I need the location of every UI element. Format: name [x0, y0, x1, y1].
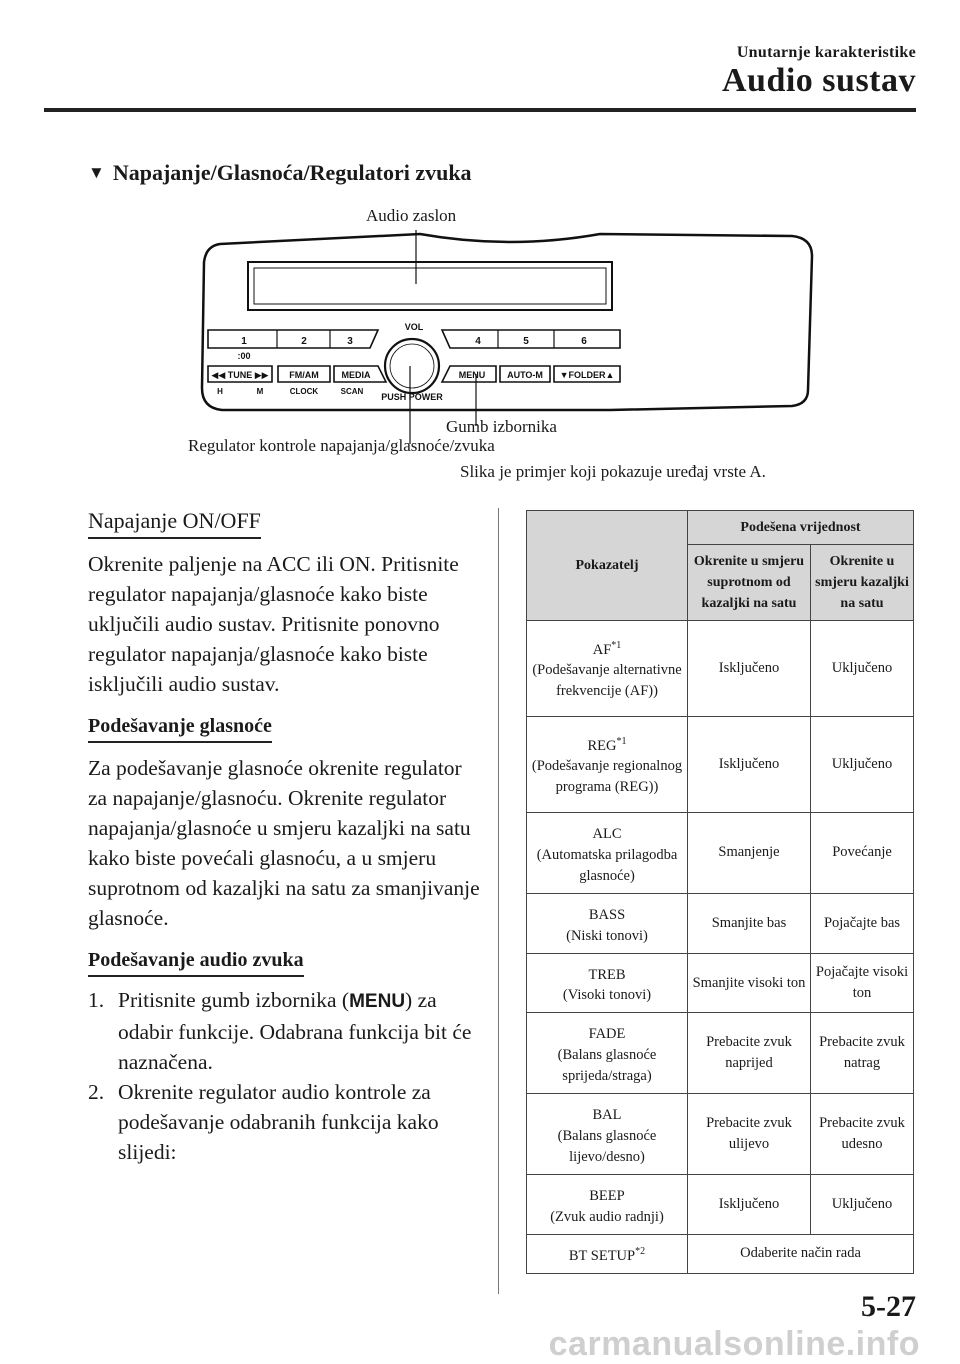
- ccw-header: Okrenite u smjeru suprotnom od kazaljki na satu: [688, 545, 811, 621]
- preset-3: 3: [347, 336, 353, 347]
- indicator-name: BT SETUP: [568, 1247, 636, 1264]
- indicator-name: REG: [587, 737, 617, 754]
- push-power-label: PUSH POWER: [381, 392, 443, 402]
- cw-value: Povećanje: [811, 813, 914, 894]
- ccw-value: Isključeno: [688, 1175, 811, 1235]
- setting-header: Podešena vrijednost: [688, 511, 914, 545]
- cw-value: Uključeno: [811, 1175, 914, 1235]
- footer-watermark: carmanualsonline.info: [548, 1325, 920, 1363]
- preset-5: 5: [523, 336, 529, 347]
- indicator-desc: (Podešavanje regionalnog programa (REG)): [531, 758, 683, 796]
- indicator-desc: (Automatska prilagodba glasnoće): [536, 846, 678, 884]
- table-row: [527, 1094, 914, 1175]
- step1-text-b: ) za odabir funkcije. Odabrana funkcija bit će naznačena.: [118, 988, 472, 1074]
- step2-text: Okrenite regulator audio kontrole za podešavanje odabranih funkcija kako slijedi:: [118, 1080, 439, 1164]
- indicator-desc: (Zvuk audio radnji): [550, 1208, 664, 1225]
- power-heading: Napajanje ON/OFF: [88, 508, 261, 539]
- section-title: [88, 160, 472, 186]
- indicator-name: BAL: [592, 1107, 622, 1124]
- menu-button-callout: Gumb izbornika: [446, 417, 557, 436]
- m-label: M: [256, 387, 264, 396]
- table-row: [527, 1234, 914, 1273]
- table-row: [527, 717, 914, 813]
- indicator-cell: [527, 1013, 688, 1094]
- sound-steps: [88, 985, 480, 1167]
- table-row: [527, 1013, 914, 1094]
- column-divider: [498, 508, 499, 1294]
- step-number: 1.: [88, 988, 105, 1012]
- ccw-value: Smanjite bas: [688, 893, 811, 953]
- indicator-desc: (Niski tonovi): [566, 927, 648, 944]
- indicator-cell: [527, 813, 688, 894]
- indicator-cell: [527, 717, 688, 813]
- indicator-cell: [527, 1234, 688, 1273]
- scan-label: SCAN: [340, 387, 364, 396]
- indicator-name: ALC: [592, 825, 622, 842]
- cw-value: Pojačajte bas: [811, 893, 914, 953]
- volume-paragraph: Za podešavanje glasnoće okrenite regulator za napajanje/glasnoću. Okrenite regulator napajanja/glasnoće u smjeru kazaljki na satu kako biste povećali glasnoću, a u smjeru suprotnom od kazaljki na satu za smanjivanje glasnoće.: [88, 756, 480, 930]
- media-button-label: MEDIA: [341, 370, 371, 380]
- indicator-name: AF: [592, 641, 612, 658]
- indicator-name: BASS: [588, 906, 626, 923]
- cw-value: Prebacite zvuk natrag: [811, 1013, 914, 1094]
- indicator-cell: [527, 621, 688, 717]
- audio-settings-table: [526, 510, 914, 1274]
- cw-header: Okrenite u smjeru kazaljki na satu: [811, 545, 914, 621]
- indicator-name: BEEP: [589, 1187, 625, 1204]
- power-paragraph: Okrenite paljenje na ACC ili ON. Pritisnite regulator napajanja/glasnoće kako biste uključili audio sustav. Pritisnite ponovno regulator napajanja/glasnoće kako biste isključili audio sustav.: [88, 552, 459, 696]
- folder-button-label: ▼FOLDER▲: [559, 370, 615, 380]
- vol-label: VOL: [404, 322, 424, 332]
- footnote-mark: *1: [616, 735, 627, 747]
- list-item: [88, 1077, 480, 1167]
- volume-heading: Podešavanje glasnoće: [88, 715, 272, 743]
- preset-4: 4: [475, 336, 481, 347]
- step1-text-a: Pritisnite gumb izbornika (: [118, 988, 350, 1012]
- unit-body: [202, 234, 812, 410]
- indicator-desc: (Balans glasnoće sprijeda/straga): [557, 1047, 657, 1085]
- power-knob-callout: Regulator kontrole napajanja/glasnoće/zvuka: [188, 436, 495, 455]
- tune-button-label: ◀◀ TUNE ▶▶: [211, 370, 269, 380]
- table-row: [527, 1175, 914, 1235]
- indicator-name: TREB: [588, 966, 626, 983]
- indicator-cell: [527, 1175, 688, 1235]
- h-label: H: [217, 387, 223, 396]
- list-item: [88, 985, 480, 1077]
- ccw-value: Prebacite zvuk naprijed: [688, 1013, 811, 1094]
- menu-button-tag: MENU: [349, 991, 406, 1012]
- cw-value: Pojačajte visoki ton: [811, 953, 914, 1013]
- table-row: [527, 621, 914, 717]
- power-volume-knob: [385, 339, 439, 393]
- clock-label: CLOCK: [289, 387, 319, 396]
- cw-value: Prebacite zvuk udesno: [811, 1094, 914, 1175]
- step-number: 2.: [88, 1080, 105, 1104]
- chapter-subtitle: Unutarnje karakteristike: [736, 44, 916, 61]
- page-number: 5-27: [861, 1290, 916, 1323]
- table-row: [527, 893, 914, 953]
- ccw-value: Prebacite zvuk ulijevo: [688, 1094, 811, 1175]
- indicator-header: Pokazatelj: [527, 511, 688, 621]
- menu-button-label: MENU: [458, 370, 486, 380]
- ccw-value: Isključeno: [688, 717, 811, 813]
- cw-value: Uključeno: [811, 621, 914, 717]
- ccw-value: Smanjite visoki ton: [688, 953, 811, 1013]
- time-label: :00: [237, 351, 251, 361]
- bt-setup-value: Odaberite način rada: [688, 1234, 914, 1273]
- section-title-text: Napajanje/Glasnoća/Regulatori zvuka: [112, 160, 472, 185]
- indicator-cell: [527, 953, 688, 1013]
- indicator-cell: [527, 1094, 688, 1175]
- header-rule: [44, 108, 916, 112]
- ccw-value: Smanjenje: [688, 813, 811, 894]
- indicator-desc: (Visoki tonovi): [562, 987, 652, 1004]
- audio-display: [248, 262, 612, 310]
- footnote-mark: *1: [611, 639, 622, 651]
- sound-heading: Podešavanje audio zvuka: [88, 949, 304, 977]
- triangle-bullet-icon: ▼: [88, 163, 105, 182]
- preset-2: 2: [301, 336, 307, 347]
- indicator-cell: [527, 893, 688, 953]
- auto-m-button-label: AUTO-M: [507, 370, 543, 380]
- fm-am-button-label: FM/AM: [289, 370, 319, 380]
- indicator-desc: (Balans glasnoće lijevo/desno): [557, 1128, 657, 1166]
- chapter-title: Audio sustav: [721, 62, 916, 99]
- audio-display-label: Audio zaslon: [366, 206, 457, 225]
- preset-1: 1: [241, 336, 247, 347]
- left-column: [88, 508, 480, 1167]
- indicator-desc: (Podešavanje alternativne frekvencije (AF)): [532, 662, 682, 700]
- footnote-mark: *2: [635, 1245, 646, 1257]
- ccw-value: Isključeno: [688, 621, 811, 717]
- diagram-caption: Slika je primjer koji pokazuje uređaj vrste A.: [460, 462, 766, 481]
- table-row: [527, 813, 914, 894]
- indicator-name: FADE: [588, 1026, 626, 1043]
- cw-value: Uključeno: [811, 717, 914, 813]
- table-row: [527, 953, 914, 1013]
- preset-6: 6: [581, 336, 587, 347]
